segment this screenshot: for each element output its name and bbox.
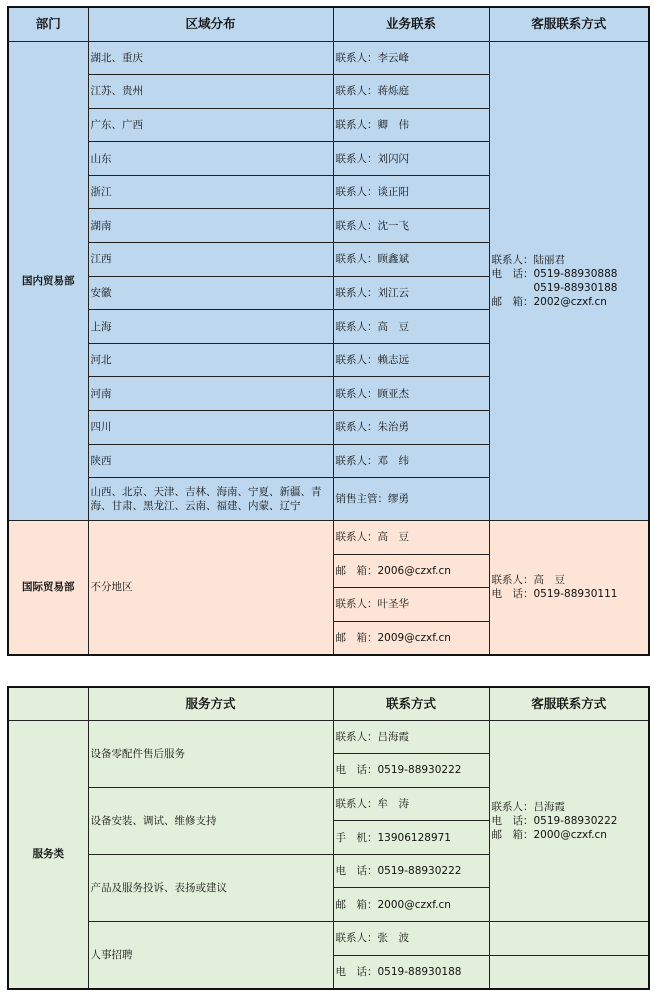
contact-cell: 电 话：0519-88930222	[333, 854, 489, 888]
contact-cell: 联系人：刘江云	[333, 276, 489, 310]
table-row	[8, 922, 649, 956]
region-cell: 浙江	[88, 175, 333, 209]
table2-header-row	[8, 687, 649, 720]
international-customer-service: 联系人：高 豆 电 话：0519-88930111	[489, 521, 649, 655]
region-cell: 广东、广西	[88, 108, 333, 142]
region-cell: 不分地区	[88, 521, 333, 655]
region-cell: 河南	[88, 377, 333, 411]
domestic-customer-service: 联系人：陆丽君 电 话：0519-88930888 0519-88930188 邮 箱：2002@czxf.cn	[489, 41, 649, 521]
department-contact-table	[7, 6, 650, 656]
empty-cell	[489, 955, 649, 989]
contact-cell: 联系人：牟 涛	[333, 787, 489, 821]
header-contact-method: 联系方式	[333, 687, 489, 720]
dept-international: 国际贸易部	[8, 521, 88, 655]
contact-cell: 联系人：谈正阳	[333, 175, 489, 209]
category-service: 服务类	[8, 720, 88, 989]
header-empty	[8, 687, 88, 720]
contact-cell: 联系人：蒋烁庭	[333, 75, 489, 109]
contact-cell: 联系人：沈一飞	[333, 209, 489, 243]
contact-cell: 联系人：顾亚杰	[333, 377, 489, 411]
contact-cell: 联系人：高 豆	[333, 310, 489, 344]
contact-cell: 联系人：张 波	[333, 922, 489, 956]
region-cell: 江苏、贵州	[88, 75, 333, 109]
header-service-type: 服务方式	[88, 687, 333, 720]
table-row	[8, 720, 649, 754]
header-region: 区域分布	[88, 7, 333, 41]
service-contact-table	[7, 686, 650, 990]
table-row	[8, 41, 649, 75]
region-cell: 湖南	[88, 209, 333, 243]
service-cell: 人事招聘	[88, 922, 333, 989]
table1-header-row	[8, 7, 649, 41]
region-cell: 四川	[88, 411, 333, 445]
region-cell: 陕西	[88, 444, 333, 478]
contact-cell: 电 话：0519-88930222	[333, 754, 489, 788]
contact-cell: 销售主管：缪勇	[333, 478, 489, 521]
contact-cell: 联系人：顾鑫斌	[333, 243, 489, 277]
service-cell: 设备安装、调试、维修支持	[88, 787, 333, 854]
header-customer-service: 客服联系方式	[489, 687, 649, 720]
contact-cell: 联系人：赖志远	[333, 343, 489, 377]
region-cell: 山东	[88, 142, 333, 176]
contact-cell: 邮 箱：2009@czxf.cn	[333, 621, 489, 655]
contact-cell: 联系人：李云峰	[333, 41, 489, 75]
dept-domestic: 国内贸易部	[8, 41, 88, 521]
region-cell: 江西	[88, 243, 333, 277]
contact-cell: 联系人：高 豆	[333, 521, 489, 555]
header-department: 部门	[8, 7, 88, 41]
header-customer-service: 客服联系方式	[489, 7, 649, 41]
service-customer-service: 联系人：吕海霞 电 话：0519-88930222 邮 箱：2000@czxf.cn	[489, 720, 649, 922]
region-cell: 河北	[88, 343, 333, 377]
contact-cell: 联系人：邓 纬	[333, 444, 489, 478]
contact-cell: 邮 箱：2006@czxf.cn	[333, 554, 489, 588]
contact-cell: 联系人：卿 伟	[333, 108, 489, 142]
service-cell: 设备零配件售后服务	[88, 720, 333, 787]
table-row	[8, 521, 649, 555]
contact-cell: 手 机：13906128971	[333, 821, 489, 855]
region-cell: 湖北、重庆	[88, 41, 333, 75]
service-cell: 产品及服务投诉、表扬或建议	[88, 854, 333, 921]
region-cell: 安徽	[88, 276, 333, 310]
contact-cell: 联系人：刘闪闪	[333, 142, 489, 176]
region-cell: 山西、北京、天津、吉林、海南、宁夏、新疆、青海、甘肃、黑龙江、云南、福建、内蒙、辽宁	[88, 478, 333, 521]
empty-cell	[489, 922, 649, 956]
region-cell: 上海	[88, 310, 333, 344]
contact-cell: 联系人：朱治勇	[333, 411, 489, 445]
contact-cell: 邮 箱：2000@czxf.cn	[333, 888, 489, 922]
header-business-contact: 业务联系	[333, 7, 489, 41]
contact-cell: 联系人：叶圣华	[333, 588, 489, 622]
contact-cell: 联系人：吕海霞	[333, 720, 489, 754]
contact-cell: 电 话：0519-88930188	[333, 955, 489, 989]
